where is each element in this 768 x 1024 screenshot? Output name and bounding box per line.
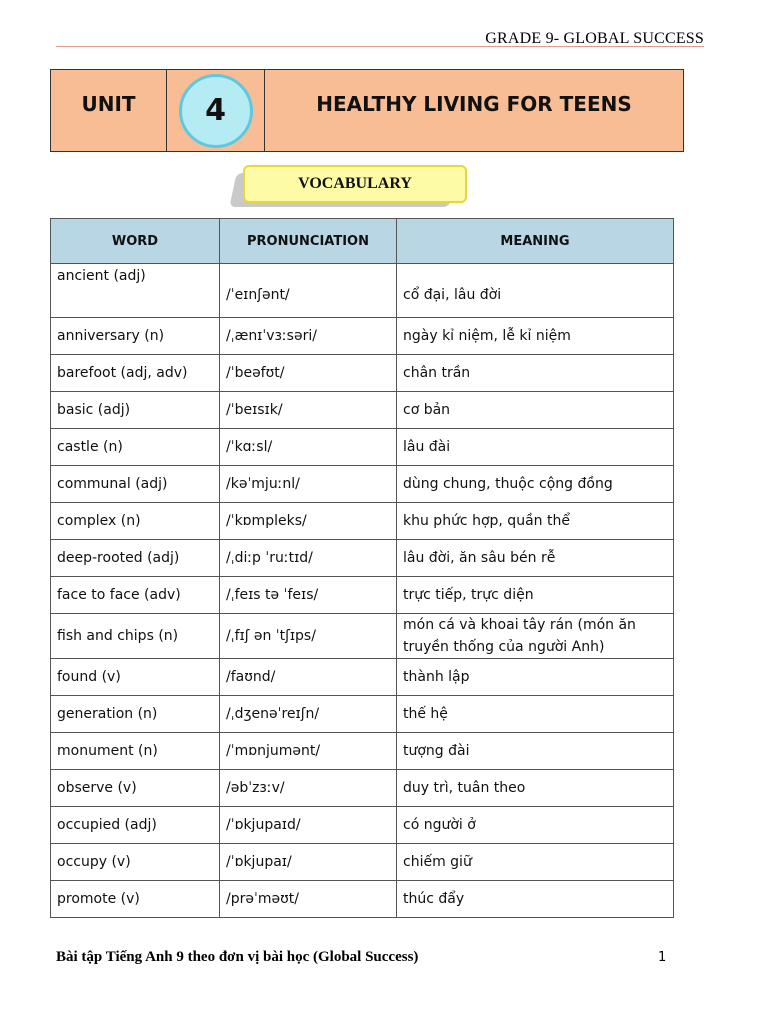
table-row xyxy=(51,733,674,770)
table-row xyxy=(51,881,674,918)
table-row xyxy=(51,318,674,355)
meaning-cell: lâu đài xyxy=(397,429,674,466)
word-cell: found (v) xyxy=(51,659,220,696)
word-cell: face to face (adv) xyxy=(51,577,220,614)
unit-title: HEALTHY LIVING FOR TEENS xyxy=(316,91,632,116)
table-header-row xyxy=(51,219,674,264)
unit-number-cell xyxy=(167,70,265,151)
pronunciation-cell: /ˌdʒenəˈreɪʃn/ xyxy=(220,696,397,733)
word-cell: observe (v) xyxy=(51,770,220,807)
meaning-cell: thúc đẩy xyxy=(397,881,674,918)
header-grade-label: GRADE 9- GLOBAL SUCCESS xyxy=(485,30,704,47)
word-cell: anniversary (n) xyxy=(51,318,220,355)
pronunciation-cell: /faʊnd/ xyxy=(220,659,397,696)
pronunciation-cell: /ˈkɒmpleks/ xyxy=(220,503,397,540)
pronunciation-cell: /ˈmɒnjumənt/ xyxy=(220,733,397,770)
meaning-cell: lâu đời, ăn sâu bén rễ xyxy=(397,540,674,577)
word-cell: communal (adj) xyxy=(51,466,220,503)
unit-banner xyxy=(50,69,684,152)
table-row xyxy=(51,429,674,466)
table-row xyxy=(51,392,674,429)
meaning-cell: thành lập xyxy=(397,659,674,696)
meaning-cell: tượng đài xyxy=(397,733,674,770)
word-cell: basic (adj) xyxy=(51,392,220,429)
word-cell: occupy (v) xyxy=(51,844,220,881)
table-row xyxy=(51,503,674,540)
word-cell: occupied (adj) xyxy=(51,807,220,844)
word-cell: monument (n) xyxy=(51,733,220,770)
table-row xyxy=(51,577,674,614)
table-row xyxy=(51,807,674,844)
word-cell: deep-rooted (adj) xyxy=(51,540,220,577)
pronunciation-cell: /ˈɒkjupaɪd/ xyxy=(220,807,397,844)
section-label: VOCABULARY xyxy=(243,165,467,203)
word-cell: generation (n) xyxy=(51,696,220,733)
table-row xyxy=(51,355,674,392)
table-row xyxy=(51,659,674,696)
pronunciation-cell: /ˈeɪnʃənt/ xyxy=(220,264,397,318)
pronunciation-cell: /ˈbeɪsɪk/ xyxy=(220,392,397,429)
table-row xyxy=(51,696,674,733)
pronunciation-cell: /ˌdiːp ˈruːtɪd/ xyxy=(220,540,397,577)
table-row xyxy=(51,770,674,807)
word-cell: castle (n) xyxy=(51,429,220,466)
vocabulary-table xyxy=(50,218,674,918)
column-header-meaning: MEANING xyxy=(397,219,674,264)
pronunciation-cell: /kəˈmjuːnl/ xyxy=(220,466,397,503)
meaning-cell: thế hệ xyxy=(397,696,674,733)
unit-label-cell xyxy=(51,70,167,151)
meaning-cell: có người ở xyxy=(397,807,674,844)
meaning-cell: ngày kỉ niệm, lễ kỉ niệm xyxy=(397,318,674,355)
table-row xyxy=(51,540,674,577)
word-cell: barefoot (adj, adv) xyxy=(51,355,220,392)
meaning-cell: chân trần xyxy=(397,355,674,392)
table-row xyxy=(51,844,674,881)
pronunciation-cell: /ˈɒkjupaɪ/ xyxy=(220,844,397,881)
meaning-cell: khu phức hợp, quần thể xyxy=(397,503,674,540)
page-number: 1 xyxy=(658,950,667,965)
pronunciation-cell: /əbˈzɜːv/ xyxy=(220,770,397,807)
pronunciation-cell: /ˈbeəfʊt/ xyxy=(220,355,397,392)
table-body xyxy=(51,264,674,918)
unit-title-cell xyxy=(265,70,683,151)
meaning-cell: dùng chung, thuộc cộng đồng xyxy=(397,466,674,503)
pronunciation-cell: /prəˈməʊt/ xyxy=(220,881,397,918)
meaning-cell: món cá và khoai tây rán (món ăn truyền thống của người Anh) xyxy=(397,614,674,659)
word-cell: ancient (adj) xyxy=(51,264,220,318)
table-row xyxy=(51,466,674,503)
unit-label: UNIT xyxy=(81,91,136,116)
meaning-cell: duy trì, tuân theo xyxy=(397,770,674,807)
pronunciation-cell: /ˌfeɪs tə ˈfeɪs/ xyxy=(220,577,397,614)
meaning-cell: trực tiếp, trực diện xyxy=(397,577,674,614)
meaning-cell: cơ bản xyxy=(397,392,674,429)
unit-number-badge: 4 xyxy=(179,74,253,148)
pronunciation-cell: /ˌfɪʃ ən ˈtʃɪps/ xyxy=(220,614,397,659)
header-divider xyxy=(56,46,704,47)
meaning-cell: cổ đại, lâu đời xyxy=(397,264,674,318)
column-header-word: WORD xyxy=(51,219,220,264)
table-row xyxy=(51,264,674,318)
footer-text: Bài tập Tiếng Anh 9 theo đơn vị bài học (Global Success) xyxy=(56,949,419,965)
word-cell: complex (n) xyxy=(51,503,220,540)
meaning-cell: chiếm giữ xyxy=(397,844,674,881)
pronunciation-cell: /ˌænɪˈvɜːsəri/ xyxy=(220,318,397,355)
table-row xyxy=(51,614,674,659)
word-cell: fish and chips (n) xyxy=(51,614,220,659)
column-header-pronunciation: PRONUNCIATION xyxy=(220,219,397,264)
pronunciation-cell: /ˈkɑːsl/ xyxy=(220,429,397,466)
word-cell: promote (v) xyxy=(51,881,220,918)
